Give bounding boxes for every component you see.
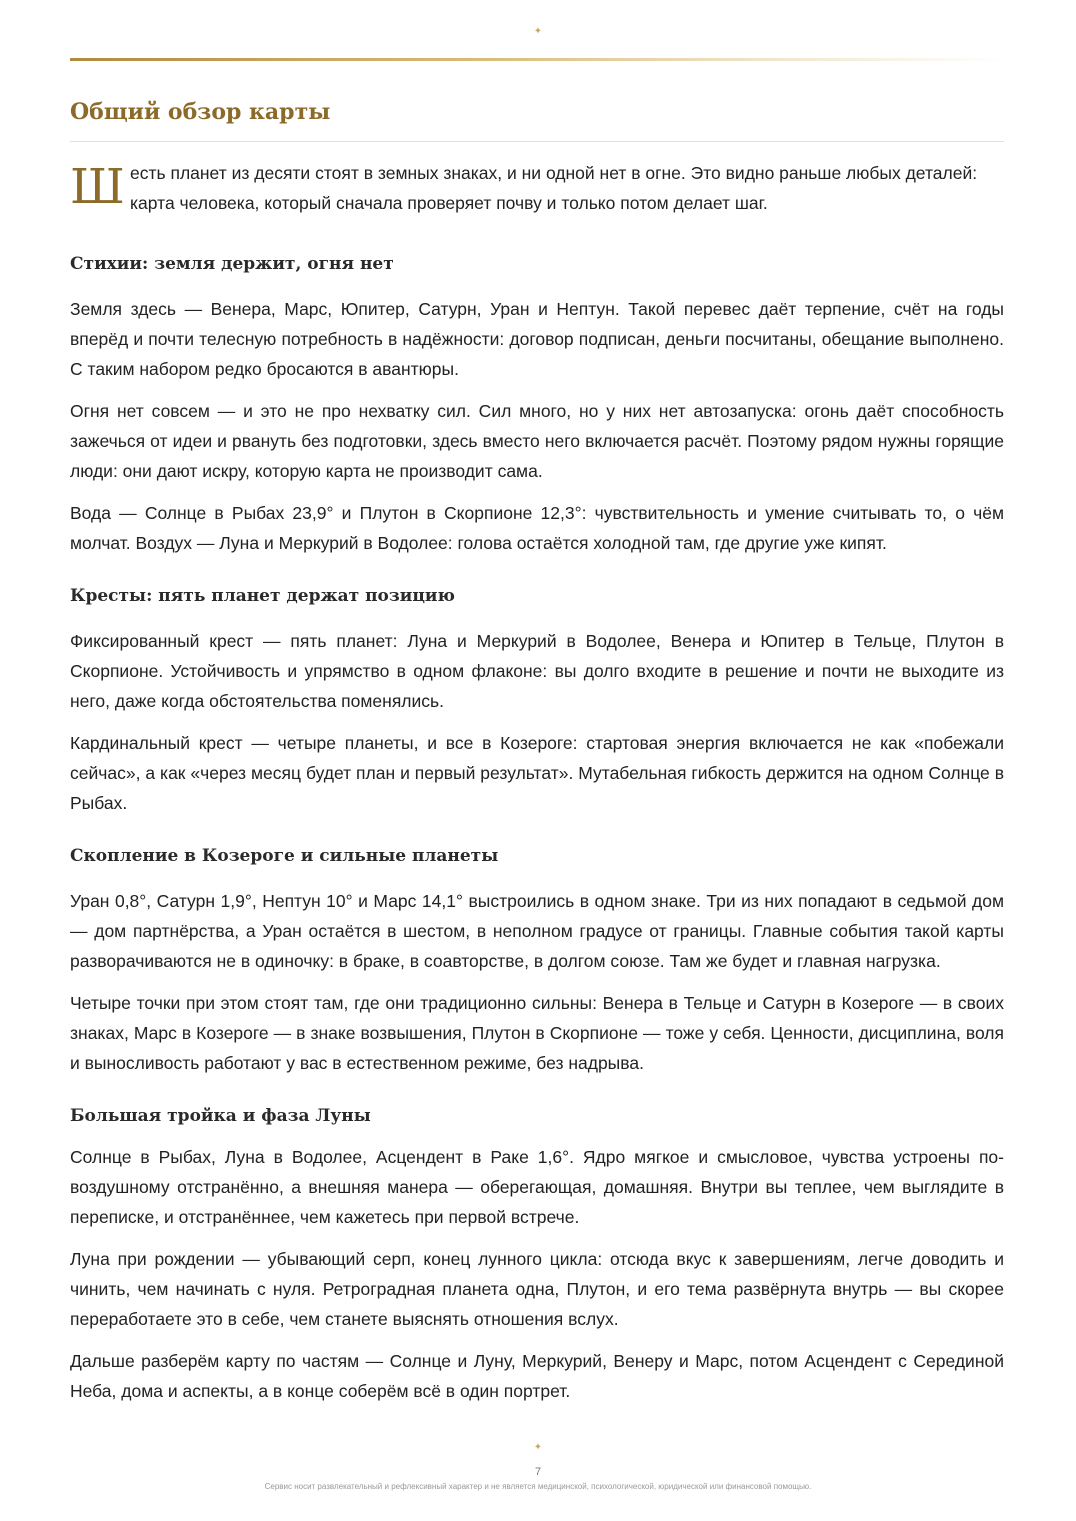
paragraph: Солнце в Рыбах, Луна в Водолее, Асцендент в Раке 1,6°. Ядро мягкое и смысловое, чувства устроены по-воздушному отстранённо, а внешняя манера — оберегающая, домашняя. Внутри вы теплее, чем выглядите в переписке, и отстранённее, чем кажетесь при первой встрече. bbox=[70, 1147, 1004, 1227]
paragraph: Уран 0,8°, Сатурн 1,9°, Нептун 10° и Марс 14,1° выстроились в одном знаке. Три из них попадают в седьмой дом — дом партнёрства, а Уран остаётся в шестом, в неполном градусе от границы. Главные события такой карты разворачиваются не в одиночку: в браке, в соавторстве, в долгом союзе. Там же будет и главная нагрузка. bbox=[70, 891, 1004, 971]
header-ornament-icon: ✦ bbox=[533, 26, 543, 37]
paragraph: Фиксированный крест — пять планет: Луна и Меркурий в Водолее, Венера и Юпитер в Тельце, Плутон в Скорпионе. Устойчивость и упрямство в одном флаконе: вы долго входите в решение и почти не выходите из него, даже когда обстоятельства поменялись. bbox=[70, 631, 1004, 711]
title-divider bbox=[70, 141, 1004, 142]
footer-ornament-icon: ✦ bbox=[533, 1442, 543, 1453]
paragraph: Огня нет совсем — и это не про нехватку сил. Сил много, но у них нет автозапуска: огонь даёт способность зажечься от идеи и рвануть без подготовки, здесь вместо него включается расчёт. Поэтому рядом нужны горящие люди: они дают искру, которую карта не производит сама. bbox=[70, 401, 1004, 481]
paragraph: Четыре точки при этом стоят там, где они традиционно сильны: Венера в Тельце и Сатурн в Козероге — в своих знаках, Марс в Козероге — в знаке возвышения, Плутон в Скорпионе — тоже у себя. Ценности, дисциплина, воля и выносливость работают у вас в естественном режиме, без надрыва. bbox=[70, 993, 1004, 1073]
page-number: 7 bbox=[534, 1466, 542, 1478]
subheading-crosses: Кресты: пять планет держат позицию bbox=[70, 586, 455, 606]
lead-text: есть планет из десяти стоят в земных знаках, и ни одной нет в огне. Это видно раньше любых деталей: карта человека, который сначала проверяет почву и только потом делает шаг. bbox=[130, 163, 978, 213]
paragraph: Вода — Солнце в Рыбах 23,9° и Плутон в Скорпионе 12,3°: чувствительность и умение считывать то, о чём молчат. Воздух — Луна и Меркурий в Водолее: голова остаётся холодной там, где другие уже кипят. bbox=[70, 503, 1004, 553]
main-content bbox=[70, 95, 1004, 1406]
paragraph: Дальше разберём карту по частям — Солнце и Луну, Меркурий, Венеру и Марс, потом Асцендент с Серединой Неба, дома и аспекты, а в конце соберём всё в один портрет. bbox=[70, 1351, 1004, 1401]
section-title: Общий обзор карты bbox=[70, 99, 331, 125]
subheading-capricorn: Скопление в Козероге и сильные планеты bbox=[70, 846, 499, 866]
subheading-big-three: Большая тройка и фаза Луны bbox=[70, 1106, 371, 1126]
lead-paragraph bbox=[70, 158, 1004, 218]
subheading-elements: Стихии: земля держит, огня нет bbox=[70, 254, 394, 274]
disclaimer: Сервис носит развлекательный и рефлексивный характер и не является медицинской, психологической, юридической или финансовой помощью. bbox=[264, 1482, 812, 1491]
paragraph: Луна при рождении — убывающий серп, конец лунного цикла: отсюда вкус к завершениям, легче доводить и чинить, чем начинать с нуля. Ретроградная планета одна, Плутон, и его тема развёрнута внутрь — вы скорее переработаете это в себе, чем станете выяснять отношения вслух. bbox=[70, 1249, 1004, 1329]
header-divider bbox=[70, 58, 1006, 61]
paragraph: Кардинальный крест — четыре планеты, и все в Козероге: стартовая энергия включается не как «побежали сейчас», а как «через месяц будет план и первый результат». Мутабельная гибкость держится на одном Солнце в Рыбах. bbox=[70, 733, 1004, 813]
paragraph: Земля здесь — Венера, Марс, Юпитер, Сатурн, Уран и Нептун. Такой перевес даёт терпение, счёт на годы вперёд и почти телесную потребность в надёжности: договор подписан, деньги посчитаны, обещание выполнено. С таким набором редко бросаются в авантюры. bbox=[70, 299, 1004, 379]
drop-cap: Ш bbox=[70, 159, 125, 215]
